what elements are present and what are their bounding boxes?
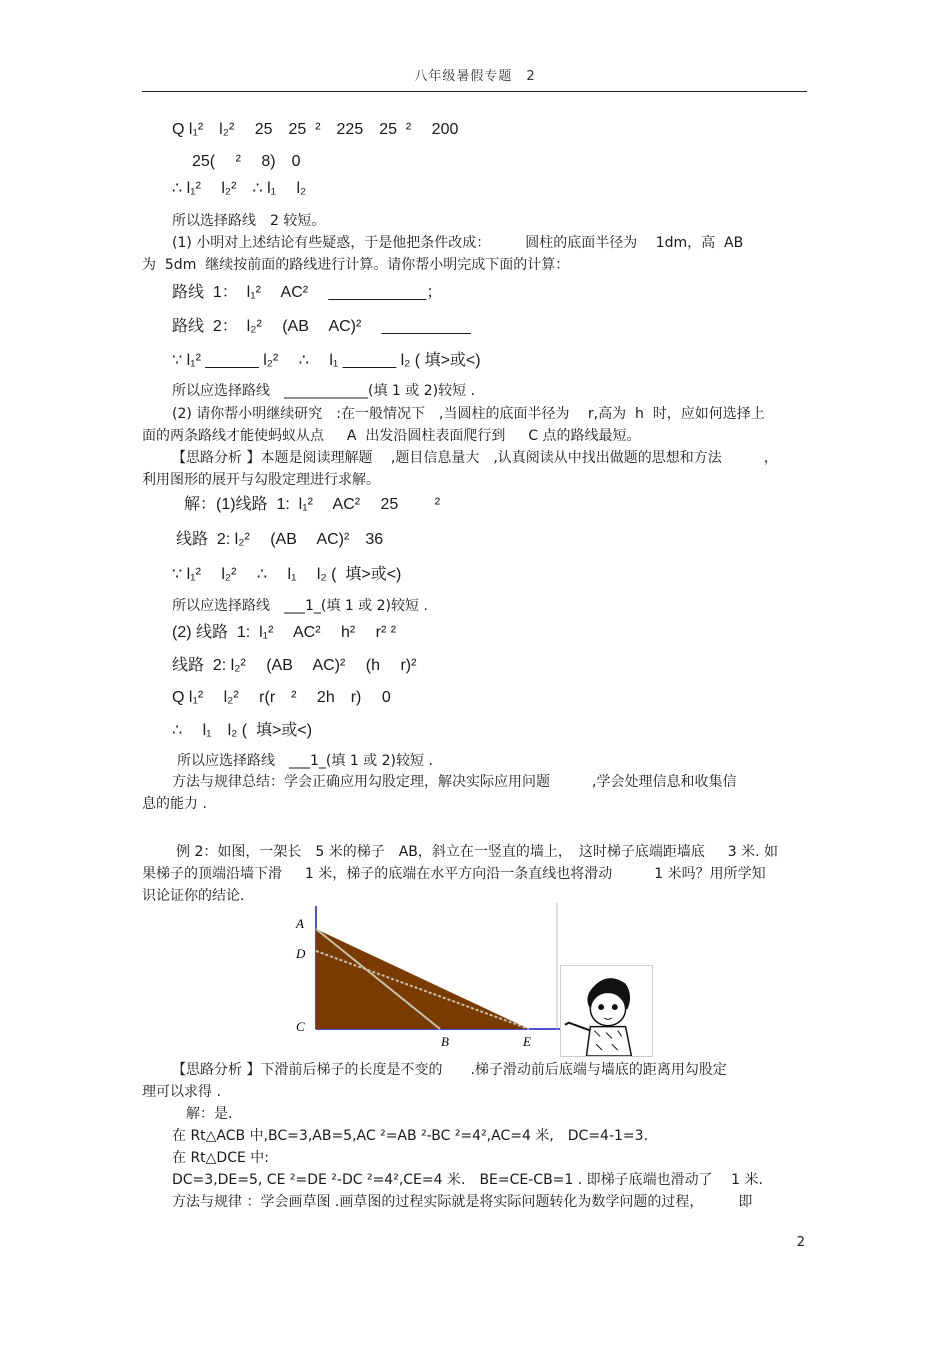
text-line: 解：是.: [186, 1106, 233, 1122]
text-line: 25( ² 8) 0: [192, 153, 301, 170]
header-rule: [142, 91, 807, 92]
text-line: (2) 请你帮小明继续研究 :在一般情况下 ,当圆柱的底面半径为 r,高为 h 时，应如何选择上: [172, 406, 765, 422]
text-line: ∵ l₁² l₂² ∴ l₁ l₂ ( 填>或<): [172, 566, 402, 583]
text-line: 所以选择路线 2 较短。: [172, 213, 326, 229]
text-line: 所以应选择路线 ___1_(填 1 或 2)较短 .: [172, 598, 428, 614]
text-line: Q l₁² l₂² r(r ² 2h r) 0: [172, 689, 391, 706]
text-line: 所以应选择路线 ____________(填 1 或 2)较短 .: [172, 383, 475, 399]
text-line: Q l₁² l₂² 25 25 ² 225 25 ² 200: [172, 121, 459, 138]
text-line: DC=3,DE=5, CE ²=DE ²-DC ²=4²,CE=4 米. BE=CE-CB=1 . 即梯子底端也滑动了 1 米.: [172, 1172, 763, 1188]
text-line: (2) 线路 1: l₁² AC² h² r² ²: [172, 624, 397, 641]
text-line: ∵ l₁² ______ l₂² ∴ l₁ ______ l₂ ( 填>或<): [172, 352, 481, 369]
label-D: D: [296, 946, 306, 961]
text-line: 识论证你的结论.: [142, 888, 245, 904]
text-line: ∴ l₁ l₂ ( 填>或<): [172, 722, 313, 739]
text-line: ∴ l₁² l₂² ∴ l₁ l₂: [172, 180, 307, 197]
text-line: 在 Rt△ACB 中,BC=3,AB=5,AC ²=AB ²-BC ²=4²,AC=4 米, DC=4-1=3.: [172, 1128, 649, 1144]
text-line: 例 2：如图，一架长 5 米的梯子 AB，斜立在一竖直的墙上， 这时梯子底端距墙底 3 米. 如: [176, 844, 779, 860]
text-line: 【思路分析 】下滑前后梯子的长度是不变的 .梯子滑动前后底端与墙底的距离用勾股定: [172, 1062, 727, 1078]
text-line: 利用图形的展开与勾股定理进行求解。: [142, 472, 380, 488]
text-line: 在 Rt△DCE 中:: [172, 1150, 270, 1166]
page-number: 2: [796, 1235, 805, 1250]
text-line: 【思路分析 】本题是阅读理解题 ,题目信息量大 ,认真阅读从中找出做题的思想和方法 ，: [172, 450, 778, 466]
page-header: 八年级暑假专题 2: [414, 69, 536, 84]
ladder-figure: [293, 903, 560, 1059]
text-line: 路线 1： l₁² AC² ___________；: [172, 284, 443, 301]
label-C: C: [296, 1019, 305, 1034]
cartoon-boy-illustration: [560, 965, 653, 1057]
text-line: 路线 2： l₂² (AB AC)² __________: [172, 318, 471, 335]
text-line: 线路 2: l₂² (AB AC)² 36: [176, 531, 384, 548]
text-line: 方法与规律 ：学会画草图 .画草图的过程实际就是将实际问题转化为数学问题的过程， 即: [172, 1194, 753, 1210]
text-line: 所以应选择路线 ___1_(填 1 或 2)较短 .: [177, 753, 433, 769]
text-line: 面的两条路线才能使蚂蚁从点 A 出发沿圆柱表面爬行到 C 点的路线最短。: [142, 428, 641, 444]
text-line: 息的能力 .: [142, 796, 207, 812]
text-line: 理可以求得 .: [142, 1084, 221, 1100]
text-line: (1) 小明对上述结论有些疑惑，于是他把条件改成： 圆柱的底面半径为 1dm，高 AB: [172, 235, 744, 251]
text-line: 线路 2: l₂² (AB AC)² (h r)²: [172, 657, 417, 674]
text-line: 解：(1)线路 1: l₁² AC² 25 ²: [184, 496, 441, 513]
text-line: 为 5dm 继续按前面的路线进行计算。请你帮小明完成下面的计算：: [142, 257, 570, 273]
text-line: 果梯子的顶端沿墙下滑 1 米，梯子的底端在水平方向沿一条直线也将滑动 1 米吗？用所学知: [142, 866, 766, 882]
label-E: E: [523, 1034, 531, 1049]
label-A: A: [296, 916, 304, 931]
label-B: B: [441, 1034, 449, 1049]
text-line: 方法与规律总结：学会正确应用勾股定理，解决实际应用问题 ,学会处理信息和收集信: [172, 774, 737, 790]
